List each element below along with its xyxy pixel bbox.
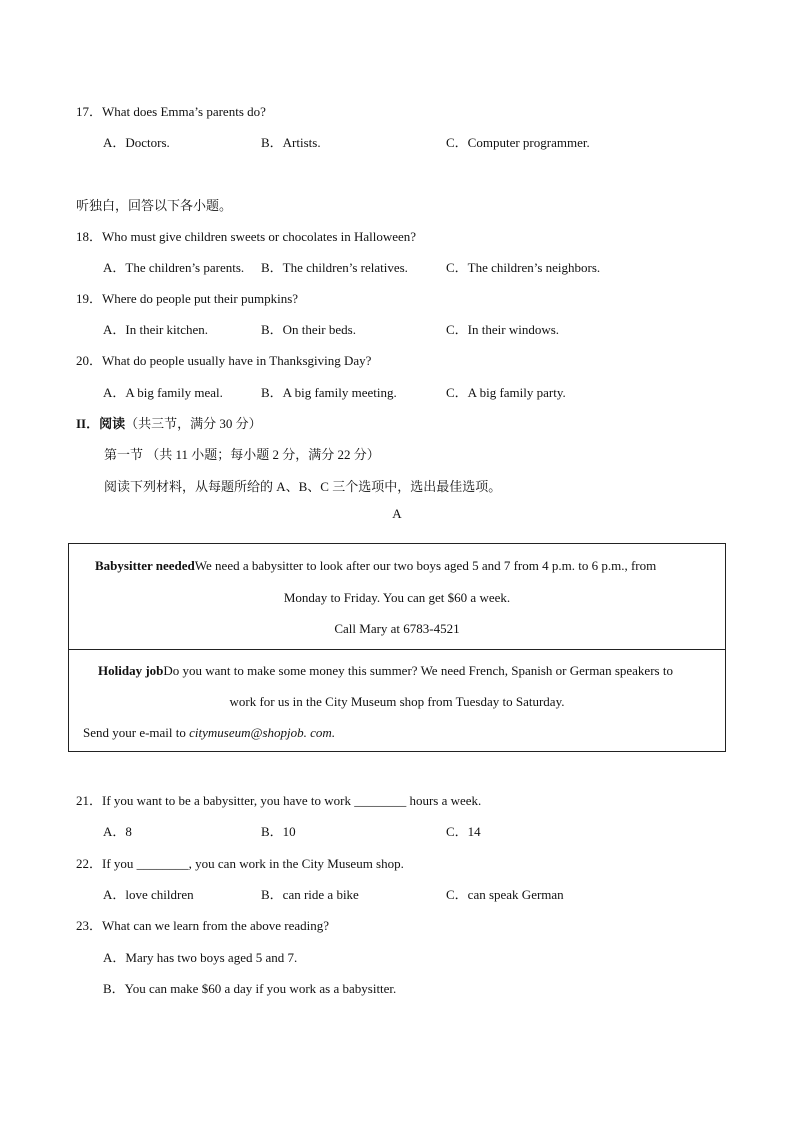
q18-option-a[interactable]: A．The children’s parents.	[103, 260, 245, 275]
question-19-stem: 19．Where do people put their pumpkins?	[76, 291, 299, 306]
q21-option-a[interactable]: A．8	[103, 824, 132, 839]
q20-option-c[interactable]: C．A big family party.	[446, 385, 566, 400]
q17-option-c[interactable]: C．Computer programmer.	[446, 135, 590, 150]
ad2-email-prefix: Send your e-mail to	[83, 725, 190, 740]
ad1-phone: Call Mary at 6783-4521	[334, 621, 460, 636]
passage-label: A	[392, 506, 402, 521]
advertisement-box	[68, 543, 726, 752]
q22-option-c[interactable]: C．can speak German	[446, 887, 564, 902]
question-17-stem: 17．What does Emma’s parents do?	[76, 104, 266, 119]
question-21-stem: 21．If you want to be a babysitter, you have to work ________ hours a week.	[76, 793, 482, 808]
q20-option-b[interactable]: B．A big family meeting.	[261, 385, 397, 400]
q19-option-b[interactable]: B．On their beds.	[261, 322, 356, 337]
ad2-first-line	[98, 663, 673, 679]
ad2-heading: Holiday job	[98, 663, 164, 678]
section-2-title: II．阅读	[76, 416, 126, 431]
listening-instruction: 听独白，回答以下各小题。	[76, 198, 233, 213]
ad1-first-line	[95, 558, 656, 574]
part-1-heading: 第一节 （共 11 小题；每小题 2 分，满分 22 分）	[104, 447, 380, 462]
ad-divider	[69, 649, 725, 650]
section-2-heading	[76, 416, 262, 432]
q23-option-a[interactable]: A．Mary has two boys aged 5 and 7.	[103, 950, 298, 965]
ad1-line2: Monday to Friday. You can get $60 a week.	[283, 590, 511, 605]
q17-option-a[interactable]: A．Doctors.	[103, 135, 170, 150]
ad2-email: citymuseum@shopjob. com.	[189, 725, 336, 740]
ad1-line1: We need a babysitter to look after our two boys aged 5 and 7 from 4 p.m. to 6 p.m., from	[194, 558, 657, 573]
question-22-stem: 22．If you ________, you can work in the City Museum shop.	[76, 856, 404, 871]
question-20-stem: 20．What do people usually have in Thanksgiving Day?	[76, 353, 372, 368]
q18-option-c[interactable]: C．The children’s neighbors.	[446, 260, 601, 275]
q19-option-c[interactable]: C．In their windows.	[446, 322, 560, 337]
q20-option-a[interactable]: A．A big family meal.	[103, 385, 223, 400]
q22-option-a[interactable]: A．love children	[103, 887, 194, 902]
q22-option-b[interactable]: B．can ride a bike	[261, 887, 359, 902]
q21-option-b[interactable]: B．10	[261, 824, 296, 839]
ad2-line3	[83, 725, 335, 741]
q18-option-b[interactable]: B．The children’s relatives.	[261, 260, 408, 275]
section-2-note: （共三节，满分 30 分）	[125, 416, 262, 431]
q17-option-b[interactable]: B．Artists.	[261, 135, 321, 150]
reading-instruction: 阅读下列材料，从每题所给的 A、B、C 三个选项中，选出最佳选项。	[104, 479, 502, 494]
ad1-heading: Babysitter needed	[95, 558, 195, 573]
ad2-line2: work for us in the City Museum shop from Tuesday to Saturday.	[229, 694, 565, 709]
q19-option-a[interactable]: A．In their kitchen.	[103, 322, 209, 337]
q21-option-c[interactable]: C．14	[446, 824, 481, 839]
ad2-line1: Do you want to make some money this summer? We need French, Spanish or German speakers to	[163, 663, 673, 678]
q23-option-b[interactable]: B．You can make $60 a day if you work as a babysitter.	[103, 981, 397, 996]
question-23-stem: 23．What can we learn from the above reading?	[76, 918, 330, 933]
question-18-stem: 18．Who must give children sweets or chocolates in Halloween?	[76, 229, 417, 244]
